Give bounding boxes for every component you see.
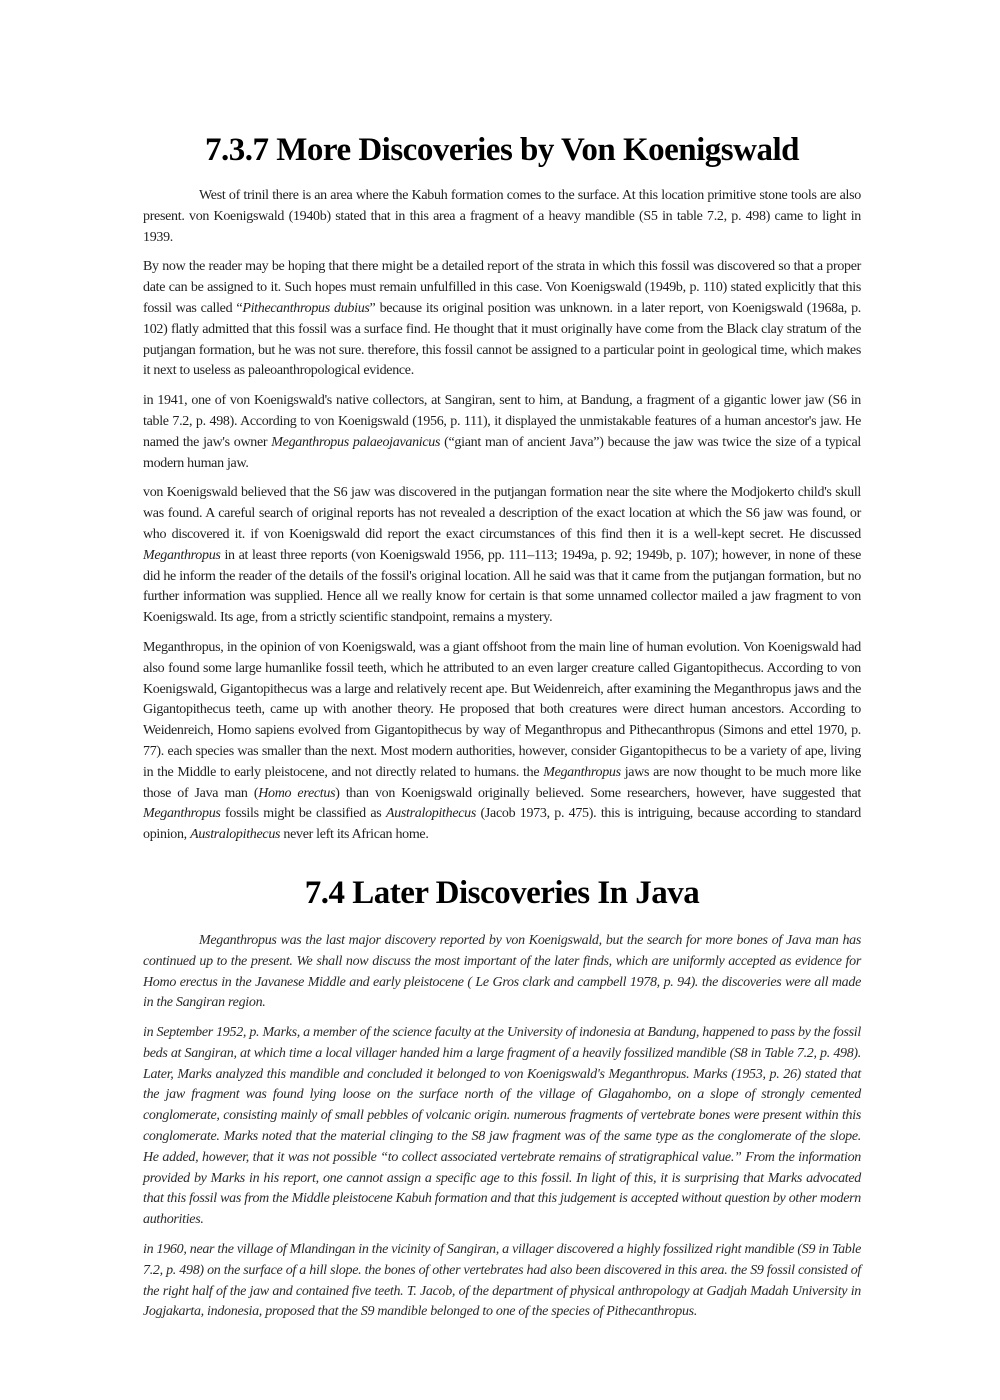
- paragraph: Meganthropus, in the opinion of von Koenigswald, was a giant offshoot from the main line of human evolution. Von Koenigswald had also found some large humanlike fossil teeth, which he attributed to an even larger creature called Gigantopithecus. According to von Koenigswald, Gigantopithecus was a large and relatively recent ape. But Weidenreich, after examining the Meganthropus jaws and the Gigantopithecus teeth, came up with another theory. He proposed that both creatures were direct human ancestors. According to Weidenreich, Homo sapiens evolved from Gigantopithecus by way of Meganthropus and Pithecanthropus (Simons and ettel 1970, p. 77). each species was smaller than the next. Most modern authorities, however, consider Gigantopithecus to be a variety of ape, living in the Middle to early pleistocene, and not directly related to humans. the Meganthropus jaws are now thought to be much more like those of Java man (Homo erectus) than von Koenigswald originally believed. Some researchers, however, have suggested that Meganthropus fossils might be classified as Australopithecus (Jacob 1973, p. 475). this is intriguing, because according to standard opinion, Australopithecus never left its African home.: [143, 639, 861, 843]
- page-content: [143, 130, 861, 1332]
- paragraph: Meganthropus was the last major discovery reported by von Koenigswald, but the search for more bones of Java man has continued up to the present. We shall now discuss the most important of the later finds, which are uniformly accepted as evidence for Homo erectus in the Javanese Middle and early pleistocene ( Le Gros clark and campbell 1978, p. 94). the discoveries were all made in the Sangiran region.: [143, 932, 861, 1011]
- paragraph: von Koenigswald believed that the S6 jaw was discovered in the putjangan formation near the site where the Modjokerto child's skull was found. A careful search of original reports has not revealed a description of the exact location at which the S6 jaw was found, or who discovered it. if von Koenigswald did report the exact circumstances of this find then it is a well-kept secret. He discussed Meganthropus in at least three reports (von Koenigswald 1956, pp. 111–113; 1949a, p. 92; 1949b, p. 107); however, in none of these did he inform the reader of the details of the fossil's original location. All he said was that it came from the putjangan formation, but no further information was supplied. Hence all we really know for certain is that some unnamed collector mailed a jaw fragment to von Koenigswald. Its age, from a strictly scientific standpoint, remains a mystery.: [143, 485, 861, 626]
- paragraph: West of trinil there is an area where the Kabuh formation comes to the surface. At this location primitive stone tools are also present. von Koenigswald (1940b) stated that in this area a fragment of a heavy mandible (S5 in table 7.2, p. 498) came to light in 1939.: [143, 188, 861, 245]
- section-more-discoveries: [143, 130, 861, 846]
- section-heading-7-3-7: 7.3.7 More Discoveries by Von Koenigswald: [205, 132, 799, 168]
- paragraph: By now the reader may be hoping that there might be a detailed report of the strata in which this fossil was discovered so that a proper date can be assigned to it. Such hopes must remain unfulfilled in this case. Von Koenigswald (1949b, p. 110) stated explicitly that this fossil was called “Pithecanthropus dubius” because its original position was unknown. in a later report, von Koenigswald (1968a, p. 102) flatly admitted that this fossil was a surface find. He thought that it must originally have come from the Black clay stratum of the putjangan formation, but he was not sure. therefore, this fossil cannot be assigned to a particular point in geological time, which makes it next to useless as paleoanthropological evidence.: [143, 259, 862, 379]
- section-heading-7-4: 7.4 Later Discoveries In Java: [304, 874, 700, 911]
- section-later-discoveries: [143, 873, 861, 1323]
- paragraph: in 1941, one of von Koenigswald's native collectors, at Sangiran, sent to him, at Bandung, a fragment of a gigantic lower jaw (S6 in table 7.2, p. 498). According to von Koenigswald (1956, p. 111), it displayed the unmistakable features of a human ancestor's jaw. He named the jaw's owner Meganthropus palaeojavanicus (“giant man of ancient Java”) because the jaw was twice the size of a typical modern human jaw.: [143, 393, 861, 471]
- paragraph: in 1960, near the village of Mlandingan in the vicinity of Sangiran, a villager discovered a highly fossilized right mandible (S9 in Table 7.2, p. 498) on the surface of a hill slope. the bones of other vertebrates had also been discovered in this area. the S9 fossil consisted of the right half of the jaw and contained five teeth. T. Jacob, of the department of physical anthropology at Gadjah Madah University in Jogjakarta, indonesia, proposed that the S9 mandible belonged to one of the species of Pithecanthropus.: [143, 1242, 861, 1320]
- paragraph: in September 1952, p. Marks, a member of the science faculty at the University of indonesia at Bandung, happened to pass by the fossil beds at Sangiran, at which time a local villager handed him a large fragment of a heavily fossilized mandible (S8 in Table 7.2, p. 498). Later, Marks analyzed this mandible and concluded it belonged to von Koenigswald's Meganthropus. Marks (1953, p. 26) stated that the jaw fragment was found lying loose on the surface north of the village of Glagahombo, on a slope of strongly cemented conglomerate, consisting mainly of small pebbles of volcanic origin. numerous fragments of vertebrate bones were present within this conglomerate. Marks noted that the material clinging to the S8 jaw fragment was of the same type as the conglomerate of the slope. He added, however, that it was not possible “to collect associated vertebrate remains of stratigraphical value.” From the information provided by Marks in his report, one cannot assign a specific age to this fossil. In light of this, it is surprising that Marks advocated that this fossil was from the Middle pleistocene Kabuh formation and that this judgement is accepted without question by other modern authorities.: [143, 1025, 861, 1228]
